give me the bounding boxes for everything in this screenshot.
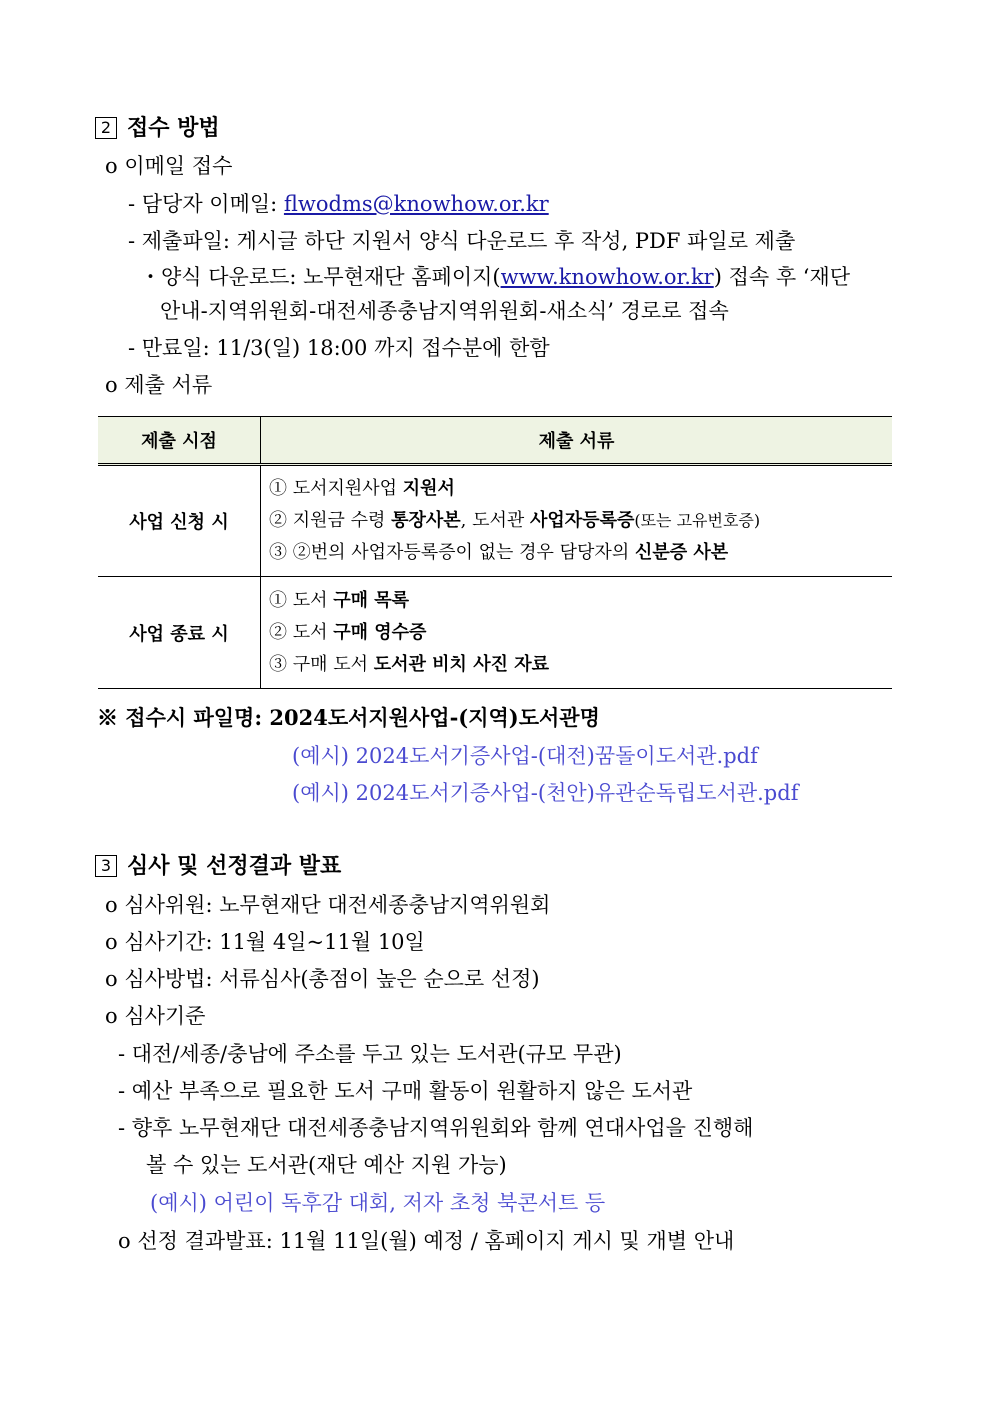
documents-table — [98, 416, 892, 689]
contact-email-line — [128, 189, 549, 219]
review-period: o 심사기간: 11월 4일~11월 10일 — [105, 930, 425, 954]
criteria-3: - 향후 노무현재단 대전세종충남지역위원회와 함께 연대사업을 진행해 — [118, 1116, 754, 1140]
document-item: ① 도서 구매 목록 — [269, 589, 410, 611]
section-2-heading — [95, 114, 220, 144]
filename-example-1: (예시) 2024도서기증사업-(대전)꿈돌이도서관.pdf — [292, 744, 758, 768]
document-item: ③ ②번의 사업자등록증이 없는 경우 담당자의 신분증 사본 — [269, 542, 729, 563]
section-3-heading — [95, 852, 341, 882]
header-phase: 제출 시점 — [98, 417, 261, 465]
review-criteria: o 심사기준 — [105, 1004, 206, 1028]
criteria-3-continued: 볼 수 있는 도서관(재단 예산 지원 가능) — [146, 1153, 507, 1177]
table-row — [98, 577, 892, 689]
homepage-link[interactable]: www.knowhow.or.kr — [500, 265, 714, 289]
document-item: ① 도서지원사업 지원서 — [269, 478, 455, 499]
documents-cell — [261, 465, 893, 577]
download-label: ・양식 다운로드: 노무현재단 홈페이지( — [140, 265, 501, 289]
document-item: ② 도서 구매 영수증 — [269, 621, 427, 643]
document-item: ③ 구매 도서 도서관 비치 사진 자료 — [269, 653, 550, 675]
phase-cell: 사업 종료 시 — [98, 577, 261, 689]
filename-note: ※ 접수시 파일명: 2024도서지원사업-(지역)도서관명 — [97, 705, 600, 730]
download-line — [140, 262, 850, 292]
filename-example-2: (예시) 2024도서기증사업-(천안)유관순독립도서관.pdf — [292, 781, 799, 805]
submit-file-line: - 제출파일: 게시글 하단 지원서 양식 다운로드 후 작성, PDF 파일로 제출 — [128, 229, 796, 253]
section-number-box: 2 — [95, 117, 117, 139]
table-header-row — [98, 417, 892, 465]
email-submission-item: o 이메일 접수 — [105, 154, 233, 178]
criteria-1: - 대전/세종/충남에 주소를 두고 있는 도서관(규모 무관) — [118, 1042, 622, 1066]
contact-email-link[interactable]: flwodms@knowhow.or.kr — [283, 192, 549, 216]
table-row — [98, 465, 892, 577]
download-path-line: 안내-지역위원회-대전세종충남지역위원회-새소식’ 경로로 접속 — [160, 299, 729, 323]
download-suffix: ) 접속 후 ‘재단 — [713, 265, 851, 289]
review-committee: o 심사위원: 노무현재단 대전세종충남지역위원회 — [105, 893, 551, 917]
header-documents: 제출 서류 — [261, 417, 893, 465]
section-title: 심사 및 선정결과 발표 — [127, 854, 342, 879]
section-title: 접수 방법 — [127, 116, 220, 141]
deadline-line: - 만료일: 11/3(일) 18:00 까지 접수분에 한함 — [128, 336, 550, 360]
criteria-3-example: (예시) 어린이 독후감 대회, 저자 초청 북콘서트 등 — [150, 1191, 606, 1215]
contact-email-label: - 담당자 이메일: — [128, 192, 284, 216]
section-number-box: 3 — [95, 855, 117, 877]
documents-cell — [261, 577, 893, 689]
result-announcement: o 선정 결과발표: 11월 11일(월) 예정 / 홈페이지 게시 및 개별 안내 — [118, 1229, 735, 1253]
phase-cell: 사업 신청 시 — [98, 465, 261, 577]
document-item: ② 지원금 수령 통장사본, 도서관 사업자등록증(또는 고유번호증) — [269, 510, 761, 531]
documents-item: o 제출 서류 — [105, 373, 213, 397]
review-method: o 심사방법: 서류심사(총점이 높은 순으로 선정) — [105, 967, 540, 991]
criteria-2: - 예산 부족으로 필요한 도서 구매 활동이 원활하지 않은 도서관 — [118, 1079, 693, 1103]
